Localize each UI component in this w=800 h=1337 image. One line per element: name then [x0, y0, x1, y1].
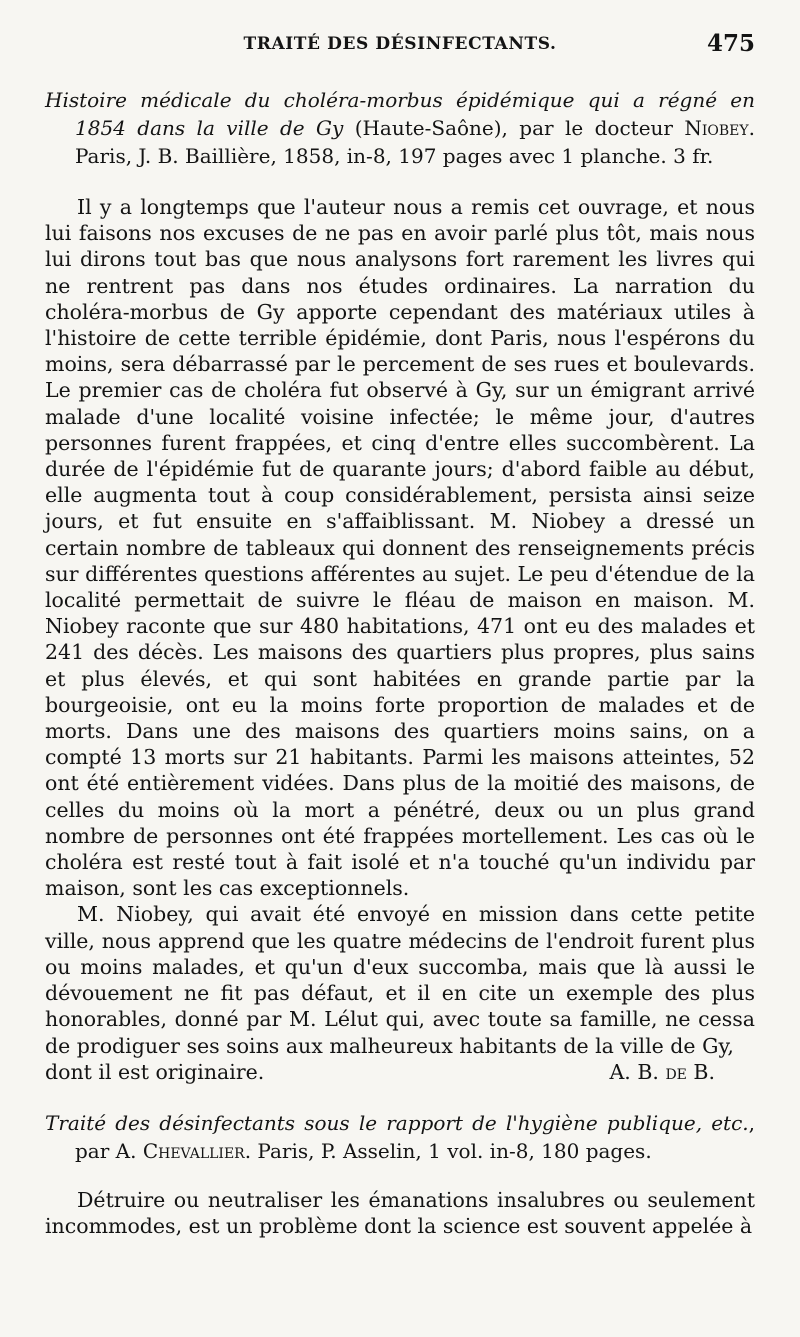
- running-title: TRAITÉ DES DÉSINFECTANTS.: [243, 34, 557, 54]
- review-2-paragraph-1: Détruire ou neutraliser les émanations insalubres ou seulement incommodes, est un problème dont la science est souvent appelée à: [45, 1187, 755, 1239]
- reference-2-by: , par A.: [75, 1110, 755, 1163]
- reference-2-details: . Paris, P. Asselin, 1 vol. in-8, 180 pages.: [244, 1138, 652, 1163]
- running-head: [45, 30, 755, 64]
- bibliographic-reference-1: [45, 86, 755, 170]
- reference-2-title: Traité des désinfectants sous le rapport de l'hygiène publique, etc.: [45, 1110, 749, 1135]
- reviewer-signature: [610, 1059, 716, 1085]
- review-paragraph-2: M. Niobey, qui avait été envoyé en mission dans cette petite ville, nous apprend que les quatre médecins de l'endroit furent plus ou moins malades, et qu'un d'eux succomba, mais que là aussi le dévouement ne fit pas défaut, et il en cite un exemple des plus honorables, donné par M. Lélut qui, avec toute sa famille, ne cessa de prodiguer ses soins aux malheureux habitants de la ville de Gy,: [45, 902, 755, 1058]
- page-number: 475: [706, 30, 755, 57]
- review-paragraph-1: Il y a longtemps que l'auteur nous a remis cet ouvrage, et nous lui faisons nos excuses de ne pas en avoir parlé plus tôt, mais nous lui dirons tout bas que nous analysons fort rarement les livres qui ne rentrent pas dans nos études ordinaires. La narration du choléra-morbus de Gy apporte cependant des matériaux utiles à l'histoire de cette terrible épidémie, dont Paris, nous l'espérons du moins, sera débarrassé par le percement de ses rues et boulevards. Le premier cas de choléra fut observé à Gy, sur un émigrant arrivé malade d'une localité voisine infectée; le même jour, d'autres personnes furent frappées, et cinq d'entre elles succombèrent. La durée de l'épidémie fut de quarante jours; d'abord faible au début, elle augmenta tout à coup considérablement, persista ainsi seize jours, et fut ensuite en s'affaiblissant. M. Niobey a dressé un certain nombre de tableaux qui donnent des renseignements précis sur différentes questions afférentes au sujet. Le peu d'étendue de la localité permettait de suivre le fléau de maison en maison. M. Niobey raconte que sur 480 habitations, 471 ont eu des malades et 241 des décès. Les maisons des quartiers plus propres, plus sains et plus élevés, et qui sont habitées en grande partie par la bourgeoisie, ont eu la moins forte proportion de malades et de morts. Dans une des maisons des quartiers moins sains, on a compté 13 morts sur 21 habitants. Parmi les maisons atteintes, 52 ont été entièrement vidées. Dans plus de la moitié des maisons, de celles du moins où la mort a pénétré, deux ou un plus grand nombre de personnes ont été frappées mortellement. Les cas où le choléra est resté tout à fait isolé et n'a touché qu'un individu par maison, sont les cas exceptionnels.: [45, 195, 755, 901]
- reference-details: . Paris, J. B. Baillière, 1858, in-8, 197 pages avec 1 planche. 3 fr.: [75, 116, 755, 168]
- reference-author: Niobey: [684, 116, 749, 140]
- signature-tail: B.: [686, 1059, 715, 1084]
- reference-title: Histoire médicale du choléra-morbus épidémique qui a régné en 1854 dans la ville de Gy: [45, 88, 755, 140]
- reference-place: (Haute-Saône), par le docteur: [343, 116, 685, 140]
- review-closing-line: [45, 1059, 755, 1085]
- review-paragraph-2-end: dont il est originaire.: [45, 1059, 265, 1084]
- book-page: [45, 30, 755, 1320]
- signature-particle: de: [665, 1059, 687, 1084]
- section-spacer: [45, 1085, 755, 1109]
- bibliographic-reference-2: [45, 1109, 755, 1165]
- reference-2-author: Chevallier: [142, 1138, 245, 1163]
- signature-initials: A. B.: [609, 1059, 666, 1084]
